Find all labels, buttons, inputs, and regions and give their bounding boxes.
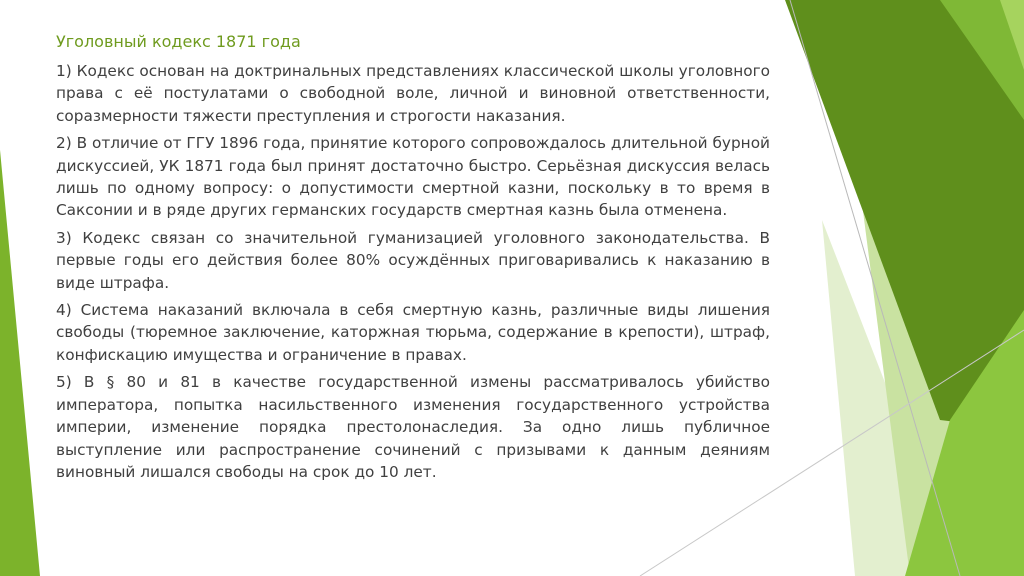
paragraph-4: 4) Система наказаний включала в себя смертную казнь, различные виды лишения свободы (тюремное заключение, каторжная тюрьма, содержание в крепости), штраф, конфискацию имущества и ограничение в правах. xyxy=(56,301,770,364)
paragraph-1: 1) Кодекс основан на доктринальных представлениях классической школы уголовного права с её постулатами о свободной воле, личной и виновной ответственности, соразмерности тяжести преступления и строгости наказания. xyxy=(56,62,770,125)
slide-content xyxy=(56,30,770,488)
paragraph-3: 3) Кодекс связан со значительной гуманизацией уголовного законодательства. В первые годы его действия более 80% осуждённых приговаривались к наказанию в виде штрафа. xyxy=(56,228,770,292)
slide-title: Уголовный кодекс 1871 года xyxy=(56,32,301,51)
paragraph-5: 5) В § 80 и 81 в качестве государственной измены рассматривалось убийство императора, попытка насильственного изменения государственного устройства империи, изменение порядка престолонаследия. За одно лишь публичное выступление или распространение сочинений с призывами к данным деяниям виновный лишался свободы на срок до 10 лет. xyxy=(56,373,770,481)
paragraph-2: 2) В отличие от ГГУ 1896 года, принятие которого сопровождалось длительной бурной дискуссией, УК 1871 года был принят достаточно быстро. Серьёзная дискуссия велась лишь по одному вопросу: о допустимости смертной казни, поскольку в то время в Саксонии и в ряде других германских государств смертная казнь была отменена. xyxy=(56,134,770,220)
